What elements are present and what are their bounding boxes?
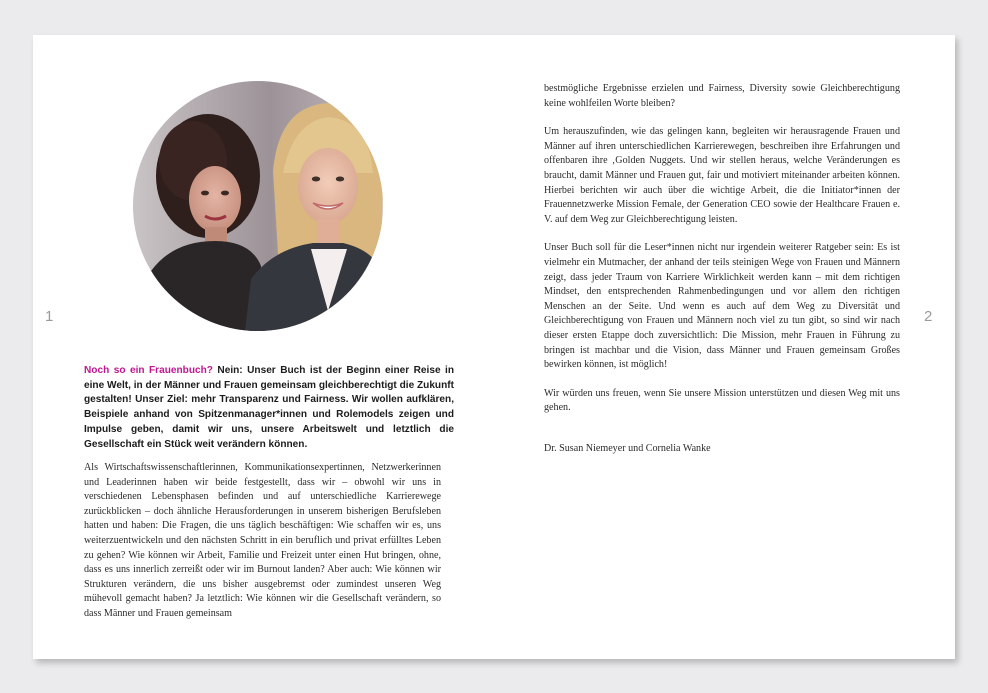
signature: Dr. Susan Niemeyer und Cornelia Wanke <box>544 442 711 454</box>
right-paragraph-4: Wir würden uns freuen, wenn Sie unsere Mission unterstützen und diesen Weg mit uns gehen. <box>544 387 900 414</box>
book-spread <box>33 35 955 659</box>
intro-highlight: Noch so ein Frauenbuch? <box>84 365 213 376</box>
right-paragraph-2: Um herauszufinden, wie das gelingen kann, begleiten wir herausragende Frauen und Männer auf ihren unterschiedlichen Karrierewegen, beschreiben ihre Erfahrungen und offenbaren ihre ‚Golden Nuggets. Und wir stellen heraus, welche Veränderungen es braucht, damit Männer und Frauen gut, fair und motiviert miteinander arbeiten können. Hierbei berichten wir auch über die wichtige Arbeit, die die Initiator*innen der Frauennetzwerke Mission Female, der Generation CEO sowie der Healthcare Frauen e. V. auf dem Weg zur Gleichberechtigung leisten. <box>544 126 900 225</box>
page-number-right: 2 <box>924 308 933 325</box>
right-column <box>544 82 900 470</box>
right-paragraph-1: bestmögliche Ergebnisse erzielen und Fairness, Diversity sowie Gleichberechtigung keine wohlfeilen Worte bleiben? <box>544 83 900 109</box>
right-paragraph-3: Unser Buch soll für die Leser*innen nicht nur irgendein weiterer Ratgeber sein: Es ist vielmehr ein Mutmacher, der anhand der teils steinigen Wege von Frauen und Männern zeigt, dass jeder Traum von Karriere Wirklichkeit werden kann – mit dem richtigen Mindset, den entsprechenden Rahmenbedingungen und vor allem den richtigen Menschen an der Seite. Und wenn es auch auf dem Weg zu Diversität und Gleichberechtigung von Frauen und Männern noch viel zu tun gibt, so sind wir nach dieser ersten Etappe doch zuversichtlich: Die Mission, mehr Frauen in Führung zu bringen ist machbar und die Vision, dass Männer und Frauen gemeinsam Großes bewirken können, ist möglich! <box>544 242 900 371</box>
page-number-left: 1 <box>45 308 54 325</box>
intro-paragraph <box>84 364 454 452</box>
portrait-photo <box>133 81 383 331</box>
intro-text: Nein: Unser Buch ist der Beginn einer Reise in eine Welt, in der Männer und Frauen gemeinsam gleichberechtigt die Zukunft gestalten! Unser Ziel: mehr Transparenz und Fairness. Wir wollen aufklären, Beispiele anhand von Spitzenmanager*innen und Rolemodels zeigen und Impulse geben, damit wir uns, unsere Arbeitswelt und letztlich die Gesellschaft ein Stück weit verändern können. <box>84 365 454 450</box>
left-body-paragraph: Als Wirtschaftswissenschaftlerinnen, Kommunikationsexpertinnen, Netzwerkerinnen und Leaderinnen haben wir beide festgestellt, dass wir – obwohl wir uns in verschiedenen Lebensphasen befinden und auf unterschiedliche Karrierewege zurückblicken – doch ähnliche Herausforderungen in unserem bisherigen Berufsleben hatten und haben: Die Fragen, die uns täglich beschäftigen: Wie schaffen wir es, uns weiterzuentwickeln und den nächsten Schritt in ein beruflich und privat erfülltes Leben zu gehen? Wie können wir Arbeit, Familie und Freizeit unter einen Hut bringen, ohne, dass es uns innerlich zerreißt oder wir im Burnout landen? Aber auch: Wie können wir Strukturen verändern, die uns bisher ausgebremst oder zumindest unseren Weg mühevoll gemacht haben? Ja letztlich: Wie können wir die Gesellschaft verändern, so dass Männer und Frauen gemeinsam <box>84 462 441 619</box>
